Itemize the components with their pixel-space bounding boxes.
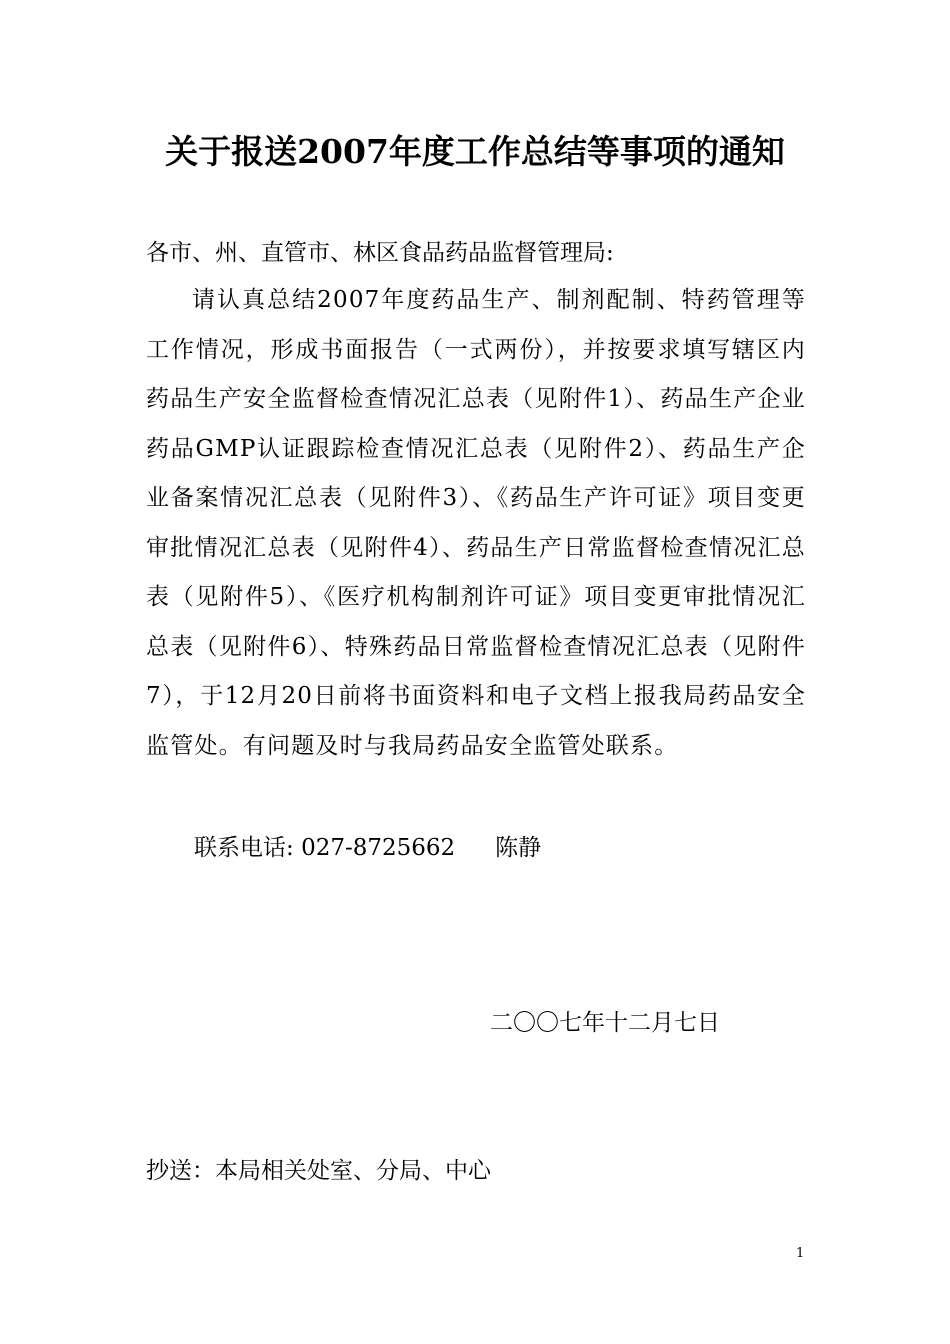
body-paragraph: 请认真总结2007年度药品生产、制剂配制、特药管理等工作情况，形成书面报告（一式两份），并按要求填写辖区内药品生产安全监督检查情况汇总表（见附件1）、药品生产企业药品GMP认证跟踪检查情况汇总表（见附件2）、药品生产企业备案情况汇总表（见附件3）、《药品生产许可证》项目变更审批情况汇总表（见附件4）、药品生产日常监督检查情况汇总表（见附件5）、《医疗机构制剂许可证》项目变更审批情况汇总表（见附件6）、特殊药品日常监督检查情况汇总表（见附件7），于12月20日前将书面资料和电子文档上报我局药品安全监管处。有问题及时与我局药品安全监管处联系。 — [146, 287, 806, 759]
contact-person: 陈静 — [495, 835, 542, 861]
contact-line — [194, 823, 541, 873]
cc-line: 抄送：本局相关处室、分局、中心 — [146, 1158, 491, 1184]
contact-phone: 027-8725662 — [301, 835, 456, 861]
contact-label: 联系电话: — [194, 835, 294, 861]
addressee: 各市、州、直管市、林区食品药品监督管理局: — [146, 240, 614, 266]
issue-date: 二〇〇七年十二月七日 — [490, 1010, 720, 1036]
document-title: 关于报送2007年度工作总结等事项的通知 — [165, 132, 785, 171]
page-number: 1 — [796, 1246, 805, 1261]
